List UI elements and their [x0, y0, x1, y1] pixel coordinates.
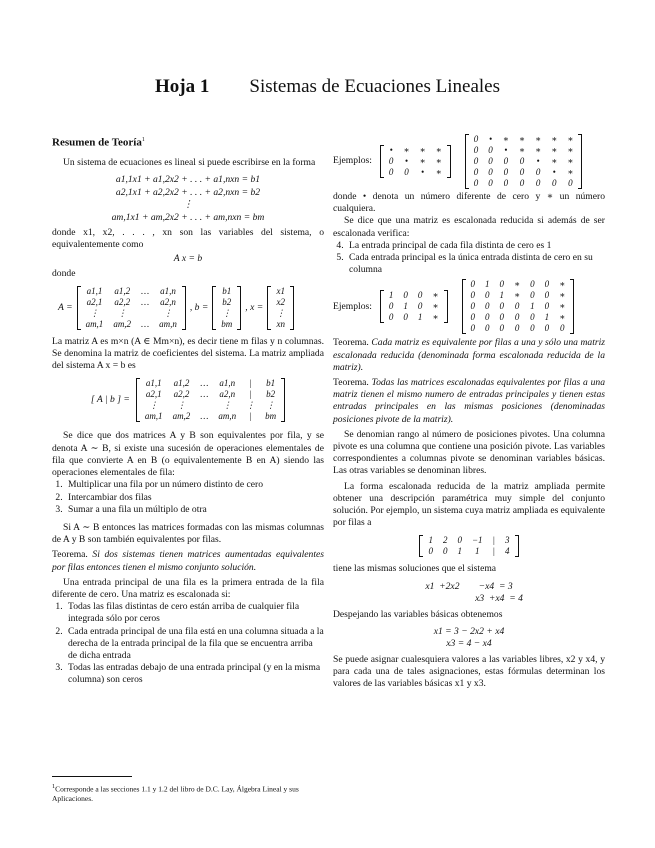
matrix-cell: 1 — [403, 301, 408, 312]
paragraph: tiene las mismas soluciones que el sistema — [333, 563, 497, 575]
matrix-cell: a1,1 — [86, 285, 103, 296]
matrix-cell: bm — [265, 411, 277, 422]
matrix-cell: … — [141, 296, 150, 307]
paragraph: Se puede asignar cualesquiera valores a las variables libres, x2 y x4, y para cada una de tales asignaciones, estas fórmulas determinan los valores de las variables básicas x1 y x3. — [333, 653, 605, 690]
matrix-cell: … — [141, 285, 150, 296]
matrix-cell: xn — [276, 318, 285, 329]
matrix-cell: 0 — [485, 312, 490, 323]
footnote: $^1$Corresponde a las secciones 1.1 y 1.2 del libro de D.C. Lay, Álgebra Lineal y sus Aplicaciones. — [52, 783, 299, 803]
matrix-cell: ∗ — [567, 167, 574, 177]
matrix-cell: 0 — [388, 167, 394, 177]
matrix-cell: ∗ — [551, 145, 558, 155]
sheet-title: Sistemas de Ecuaciones Lineales — [249, 76, 500, 97]
matrix-cell: b2 — [266, 389, 276, 400]
list-item: 3. Sumar a una fila un múltiplo de otra — [65, 504, 324, 516]
matrix-cell: am,1 — [144, 411, 163, 422]
matrix-cell: 2 — [442, 535, 448, 546]
matrix-cell: am,2 — [172, 411, 191, 422]
matrix-cell: … — [200, 389, 209, 400]
theorem: Teorema. Cada matriz es equivalente por filas a una y sólo una matriz escalonada reducida (denominada forma escalonada reducida de la matriz). — [333, 337, 605, 373]
matrix-cell: 1 — [475, 546, 480, 557]
paragraph: La forma escalonada reducida de la matriz ampliada permite obtener una descripción paramétrica muy simple del conjunto solución. Por ejemplo, un sistema cuya matriz ampliada es equivalente por filas a — [333, 480, 605, 529]
matrix-cell: 0 — [499, 279, 505, 290]
matrix-cell: 0 — [503, 156, 509, 166]
matrix-cell: am,n — [159, 318, 177, 329]
matrix-cell: ∗ — [551, 156, 558, 166]
matrix-cell: am,2 — [113, 318, 132, 329]
matrix-cell: 0 — [544, 301, 550, 312]
matrix-cell: a2,n — [160, 296, 176, 307]
matrix-cell: ∗ — [432, 301, 439, 312]
matrix-cell: 3 — [505, 535, 510, 546]
matrix-cell: bm — [221, 318, 233, 329]
matrix-cell: 0 — [457, 535, 462, 546]
row-operations-list — [52, 479, 324, 516]
matrix-cell: 4 — [505, 546, 510, 557]
matrix-cell: 1 — [485, 279, 490, 290]
matrix-cell: 1 — [428, 535, 433, 546]
matrix-cell: … — [200, 378, 209, 389]
matrix-cell: • — [404, 156, 409, 166]
matrix-cell: a2,2 — [114, 296, 131, 307]
matrix-cell: 0 — [470, 312, 476, 323]
matrix-cell: 1 — [544, 312, 550, 323]
footnote-rule — [52, 776, 132, 777]
sheet-number: Hoja 1 — [155, 76, 210, 97]
equation-system — [333, 581, 605, 606]
matrix-cell: x2 — [276, 296, 285, 307]
matrix-cell: 0 — [428, 546, 433, 557]
examples-echelon — [333, 134, 605, 189]
equation-row: a1,1x1 + a1,2x2 + . . . + a1,nxn = b1 — [115, 174, 261, 186]
matrix-cell: 0 — [470, 290, 476, 301]
matrix-cell: ∗ — [567, 145, 574, 155]
list-item: 2. Intercambiar dos filas — [65, 492, 324, 504]
matrix-cell: ∗ — [518, 145, 526, 155]
matrix-cell: a2,1 — [145, 389, 162, 400]
list-item: 5. Cada entrada principal es la única entrada distinta de cero en su columna — [346, 252, 605, 276]
matrix-cell: 0 — [388, 312, 394, 323]
matrix-cell: • — [488, 134, 493, 144]
augmented-label: [ A | b ] = — [90, 394, 130, 406]
matrix-cell: a1,n — [160, 285, 176, 296]
matrix-cell: ∗ — [403, 145, 410, 155]
matrix-cell: 0 — [473, 134, 479, 144]
footnote-mark: 1 — [141, 137, 145, 143]
matrix-cell: ∗ — [567, 156, 574, 166]
matrix-cell: ∗ — [551, 134, 558, 144]
matrix-cell: ⋮ — [246, 400, 256, 411]
page-title — [0, 76, 655, 98]
matrix-cell: am,n — [218, 411, 237, 422]
matrix-cell: ⋮ — [222, 400, 232, 411]
matrix-cell: 0 — [488, 145, 493, 155]
matrix-cell: • — [552, 167, 556, 177]
equation-system — [52, 174, 324, 224]
list-item: 4. La entrada principal de cada fila distinta de cero es 1 — [346, 240, 605, 252]
matrix-cell: 1 — [457, 546, 462, 557]
matrix-cell: ⋮ — [222, 307, 232, 318]
matrix-cell: a1,2 — [114, 285, 131, 296]
matrix-cell: 0 — [551, 178, 557, 188]
vector-b — [212, 286, 241, 330]
matrix-cell: | — [249, 389, 252, 400]
matrix-cell: … — [200, 411, 209, 422]
matrix-cell: −1 — [471, 535, 483, 546]
matrix-cell: 1 — [530, 301, 535, 312]
matrix-cell: ∗ — [432, 312, 439, 323]
matrix-cell: 0 — [470, 323, 476, 334]
augmented-matrix-block — [52, 378, 324, 422]
matrix-cell: ∗ — [435, 167, 442, 177]
matrix-x-label: , x = — [245, 301, 264, 313]
matrix-cell: 0 — [530, 312, 535, 323]
matrix-cell: ∗ — [435, 145, 442, 155]
matrix-cell: 0 — [473, 156, 479, 166]
matrix-cell: 0 — [519, 167, 525, 177]
matrix-cell: ∗ — [559, 290, 566, 301]
matrix-cell: ⋮ — [176, 400, 186, 411]
example-matrix — [380, 290, 448, 323]
example-matrix — [380, 145, 451, 178]
matrix-cell: 0 — [499, 301, 505, 312]
examples-label: Ejemplos: — [333, 155, 372, 167]
matrix-cell: b2 — [222, 296, 232, 307]
matrix-cell: 0 — [514, 312, 520, 323]
matrix-cell: | — [492, 546, 496, 557]
matrix-equation: A x = b — [173, 253, 203, 265]
list-item: 1. Multiplicar una fila por un número distinto de cero — [65, 479, 324, 491]
matrix-cell: 0 — [388, 301, 394, 312]
matrix-cell: 0 — [388, 156, 394, 166]
matrix-cell: 0 — [473, 167, 479, 177]
matrix-cell: 0 — [530, 279, 535, 290]
matrix-cell: a1,2 — [173, 378, 190, 389]
matrix-a — [77, 286, 186, 330]
paragraph: donde — [52, 267, 76, 279]
left-column — [52, 134, 324, 687]
paragraph: Se dice que dos matrices A y B son equivalentes por fila, y se denota A ∼ B, si existe una sucesión de operaciones elementales de fila que convierte A en B (o equivalentemente B en A) siendo las operaciones elementales de fila: — [52, 430, 324, 479]
matrix-cell: b1 — [266, 378, 276, 389]
example-matrix — [462, 279, 575, 334]
examples-label: Ejemplos: — [333, 300, 372, 312]
matrix-cell: ∗ — [419, 145, 426, 155]
matrix-cell: ∗ — [435, 156, 442, 166]
equation-dots: ⋮ — [183, 199, 193, 211]
theorem: Teorema. Si dos sistemas tienen matrices aumentadas equivalentes por filas entonces tienen el mismo conjunto solución. — [52, 549, 324, 573]
matrix-cell: ⋮ — [89, 307, 99, 318]
matrix-cell: 0 — [535, 167, 541, 177]
matrix-cell: 0 — [485, 301, 490, 312]
matrix-cell: 0 — [530, 323, 535, 334]
matrix-cell: 0 — [473, 145, 479, 155]
matrix-cell: 0 — [488, 178, 493, 188]
matrix-cell: 1 — [499, 290, 505, 301]
matrix-cell: 0 — [403, 312, 408, 323]
equation-row: x3 = 4 − x4 — [446, 638, 492, 650]
matrix-cell: ∗ — [432, 290, 439, 301]
matrix-cell: ∗ — [559, 301, 566, 312]
matrix-cell — [195, 400, 213, 411]
equation-row: x3 +x4 = 4 — [475, 593, 523, 605]
matrix-cell: 0 — [499, 323, 505, 334]
matrix-cell: a1,n — [219, 378, 236, 389]
matrix-cell: ∗ — [419, 156, 426, 166]
matrix-cell: 0 — [473, 178, 479, 188]
matrix-cell: ∗ — [559, 312, 566, 323]
matrix-cell: 0 — [544, 279, 550, 290]
right-column — [333, 134, 605, 690]
matrix-cell: 0 — [404, 167, 409, 177]
vector-x — [267, 286, 294, 330]
paragraph: Una entrada principal de una fila es la primera entrada de la fila diferente de cero. Una matriz es escalonada si: — [52, 576, 324, 600]
matrix-cell: 0 — [535, 178, 541, 188]
matrix-cell: ∗ — [567, 134, 574, 144]
example-matrix — [465, 134, 583, 189]
matrix-cell: | — [492, 535, 496, 546]
matrix-cell: 0 — [503, 178, 509, 188]
matrix-cell: • — [536, 156, 540, 166]
matrix-cell: ∗ — [535, 145, 542, 155]
list-item: 2. Cada entrada principal de una fila está en una columna situada a la derecha de la entrada principal de la fila que se encuentra arriba de dicha entrada — [65, 626, 324, 663]
matrix-cell: | — [249, 411, 252, 422]
matrix-cell: 0 — [417, 290, 423, 301]
matrix-a-label: A = — [58, 301, 73, 313]
matrix-cell: | — [249, 378, 252, 389]
paragraph: donde • denota un número diferente de cero y ∗ un número cualquiera. — [333, 191, 605, 215]
matrix-cell: ∗ — [535, 134, 542, 144]
matrix-cell: 0 — [503, 167, 509, 177]
paragraph: La matriz A es m×n (A ∈ Mm×n), es decir tiene m filas y n columnas. Se denomina la matriz de coeficientes del sistema. La matriz ampliada del sistema A x = b es — [52, 335, 324, 372]
augmented-matrix — [136, 378, 285, 422]
matrix-cell: 0 — [519, 156, 525, 166]
list-item: 3. Todas las entradas debajo de una entrada principal (y en la misma columna) son ceros — [65, 662, 324, 686]
equation-row: a2,1x1 + a2,2x2 + . . . + a2,nxn = b2 — [115, 186, 261, 198]
matrix-cell: 0 — [442, 546, 448, 557]
matrix-cell: ⋮ — [266, 400, 276, 411]
matrix-cell: 0 — [488, 167, 493, 177]
section-title: Resumen de Teoría$^1$ — [52, 136, 145, 149]
example-augmented — [333, 535, 605, 557]
matrix-cell: 0 — [499, 312, 505, 323]
matrix-cell: 0 — [530, 290, 535, 301]
example-matrix — [419, 535, 518, 557]
matrix-cell — [136, 308, 154, 319]
matrix-cell: 0 — [485, 323, 490, 334]
matrix-cell: ⋮ — [117, 307, 127, 318]
matrix-cell: a1,1 — [145, 378, 162, 389]
paragraph: Se dice que una matriz es escalonada reducida si además de ser escalonada verifica: — [333, 215, 605, 239]
equation-row: x1 +2x2 −x4 = 3 — [425, 580, 513, 592]
matrix-cell: 0 — [403, 290, 408, 301]
matrix-cell: ⋮ — [149, 400, 159, 411]
reduced-conditions-list — [333, 240, 605, 277]
matrix-cell: ⋮ — [163, 307, 173, 318]
matrix-cell: 0 — [519, 178, 525, 188]
matrix-cell: 0 — [544, 290, 550, 301]
matrix-cell: ∗ — [514, 290, 521, 301]
matrix-cell: 0 — [568, 178, 573, 188]
theorem: Teorema. Todas las matrices escalonadas equivalentes por filas a una matriz tienen el mismo numero de entradas principales y tienen estas entradas principales en las mismas posiciones (denominadas posiciones pivote de la matriz). — [333, 377, 605, 425]
matrix-cell: • — [421, 167, 425, 177]
matrix-cell: 1 — [417, 312, 423, 323]
paragraph: Se denomian rango al número de posiciones pivotes. Una columna pivote es una columna que contiene una posición pivote. Las variables correspondientes a columnas pivote se denominan variables básicas. Las otras variables se denominan libres. — [333, 428, 605, 477]
matrix-cell: a2,n — [219, 389, 236, 400]
examples-reduced — [333, 279, 605, 334]
matrix-cell: ∗ — [514, 279, 521, 290]
matrix-cell: 0 — [514, 323, 520, 334]
matrix-definitions — [58, 286, 324, 330]
paragraph: Despejando las variables básicas obtenemos — [333, 608, 503, 620]
equation-row: x1 = 3 − 2x2 + x4 — [433, 625, 505, 637]
matrix-cell: am,1 — [85, 318, 104, 329]
matrix-cell: ⋮ — [276, 307, 286, 318]
paragraph: Si A ∼ B entonces las matrices formadas con las mismas columnas de A y B son también equivalentes por filas. — [52, 521, 324, 546]
matrix-cell: • — [389, 145, 393, 155]
paragraph: Un sistema de ecuaciones es lineal si puede escribirse en la forma — [63, 156, 316, 168]
matrix-cell: 0 — [514, 301, 520, 312]
list-item: 1. Todas las filas distintas de cero están arriba de cualquier fila integrada sólo por ceros — [65, 601, 324, 625]
equation-row: am,1x1 + am,2x2 + . . . + am,nxn = bm — [111, 211, 265, 223]
matrix-cell: a2,1 — [86, 296, 103, 307]
matrix-cell: x1 — [276, 285, 285, 296]
matrix-cell: 0 — [470, 279, 476, 290]
matrix-cell: b1 — [222, 285, 232, 296]
matrix-cell: 0 — [488, 156, 493, 166]
matrix-cell: … — [141, 318, 150, 329]
matrix-cell: 1 — [388, 290, 394, 301]
paragraph: donde x1, x2, . . . , xn son las variables del sistema, o equivalentemente como — [52, 227, 324, 251]
matrix-cell: ∗ — [559, 279, 566, 290]
matrix-cell: • — [504, 145, 508, 155]
matrix-cell: 0 — [559, 323, 565, 334]
matrix-cell: 0 — [470, 301, 476, 312]
matrix-cell: 0 — [485, 290, 490, 301]
matrix-cell: 0 — [544, 323, 550, 334]
echelon-conditions-list — [52, 601, 324, 686]
matrix-cell: ∗ — [502, 134, 509, 144]
matrix-cell: a2,2 — [173, 389, 190, 400]
matrix-cell: ∗ — [518, 134, 526, 144]
matrix-cell: 0 — [417, 301, 423, 312]
solution-system — [333, 626, 605, 651]
matrix-b-label: , b = — [189, 301, 209, 313]
